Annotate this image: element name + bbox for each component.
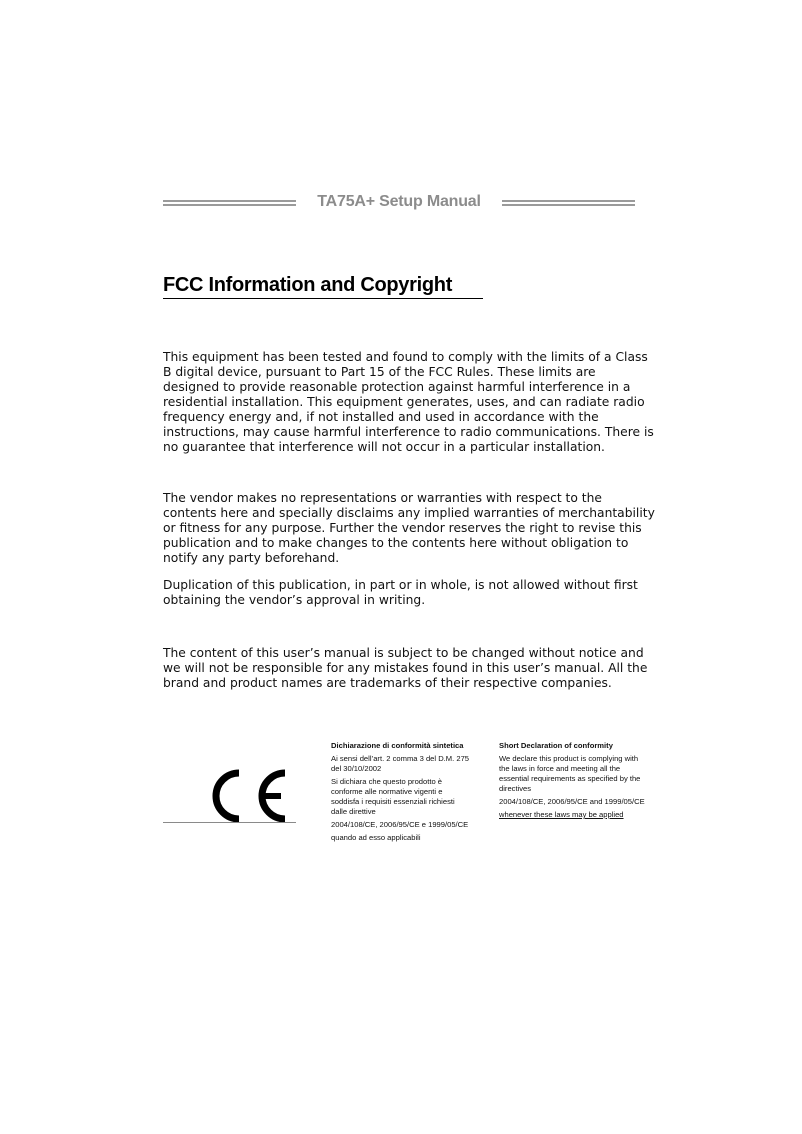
trademark-paragraph: The content of this user’s manual is subject to be changed without notice and we will not be responsible for any mistakes found in this user’s manual. All the brand and product names are trademarks of their respective companies. <box>163 646 648 690</box>
declaration-english-heading: Short Declaration of conformity <box>499 741 613 750</box>
declaration-italian <box>331 741 471 843</box>
warranty-paragraph: The vendor makes no representations or warranties with respect to the contents here and specially disclaims any implied warranties of merchantability or fitness for any purpose. Further the vendor reserves the right to revise this publication and to make changes to the contents here without obligation to notify any party beforehand. <box>163 491 655 565</box>
manual-title: TA75A+ Setup Manual <box>317 193 481 210</box>
fcc-paragraph: This equipment has been tested and found to comply with the limits of a Class B digital device, pursuant to Part 15 of the FCC Rules. These limits are designed to provide reasonable protection against harmful interference in a residential installation. This equipment generates, uses, and can radiate radio frequency energy and, if not installed and used in accordance with the instructions, may cause harmful interference to radio communications. There is no guarantee that interference will not occur in a particular installation. <box>163 350 654 454</box>
declaration-english-directives: 2004/108/CE, 2006/95/CE and 1999/05/CE <box>499 797 645 806</box>
declaration-english-line: whenever these laws may be applied <box>499 810 624 819</box>
declaration-italian-directives: 2004/108/CE, 2006/95/CE e 1999/05/CE <box>331 820 469 829</box>
declaration-italian-heading: Dichiarazione di conformità sintetica <box>331 741 464 750</box>
page-title: FCC Information and Copyright <box>163 274 483 299</box>
declaration-italian-line: Ai sensi dell’art. 2 comma 3 del D.M. 275 del 30/10/2002 <box>331 754 470 773</box>
manual-header <box>163 190 635 216</box>
ce-mark-icon <box>209 768 289 824</box>
duplication-paragraph: Duplication of this publication, in part or in whole, is not allowed without first obtaining the vendor’s approval in writing. <box>163 578 638 607</box>
ce-divider <box>163 822 296 823</box>
declaration-italian-line: quando ad esso applicabili <box>331 833 421 842</box>
declaration-english-line: We declare this product is complying with the laws in force and meeting all the essential requirements as specified by the directives <box>499 754 641 793</box>
declaration-italian-line: Si dichiara che questo prodotto è conforme alle normative vigenti e soddisfa i requisiti essenziali richiesti dalle direttive <box>331 777 455 816</box>
header-rule-left <box>163 200 296 208</box>
declaration-english <box>499 741 649 820</box>
header-rule-right <box>502 200 635 208</box>
